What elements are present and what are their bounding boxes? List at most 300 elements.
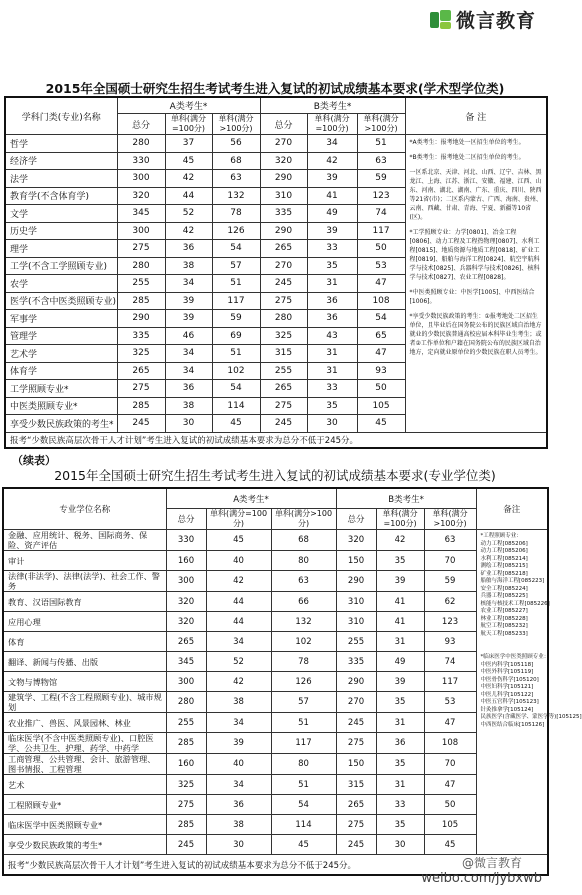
score-cell: 108 [424,733,476,754]
score-cell: 275 [336,733,376,754]
header-single-gt100: 单科(满分>100分) [357,114,405,135]
continued-label: （续表） [12,454,56,467]
score-cell: 102 [212,362,260,380]
note-block [480,533,550,638]
score-cell: 42 [376,530,424,551]
note-item: 中医内科学[105118] [480,661,534,668]
score-cell: 49 [376,652,424,672]
score-cell: 33 [376,795,424,815]
score-cell: 325 [117,345,165,363]
score-cell: 114 [212,397,260,415]
table-row [3,713,548,733]
score-cell: 325 [166,775,206,795]
score-cell: 50 [357,240,405,258]
weibo-watermark-url: weibo.com/jybxwb [421,871,542,886]
note-item: 水利工程[085214] [480,555,528,562]
score-cell: 300 [117,222,165,240]
score-cell: 150 [336,754,376,775]
header-note: 备注 [476,488,548,530]
score-cell: 39 [206,733,271,754]
score-cell: 74 [424,652,476,672]
score-cell: 35 [307,397,357,415]
score-cell: 245 [336,835,376,855]
score-cell: 300 [166,571,206,592]
score-cell: 70 [424,754,476,775]
score-cell: 255 [117,275,165,293]
table-row [3,551,548,571]
header-total: 总分 [166,509,206,530]
note-item: 中医五官科学[105123] [480,699,539,705]
score-cell: 345 [166,652,206,672]
score-cell: 78 [212,205,260,223]
score-cell: 30 [307,415,357,433]
score-cell: 45 [206,530,271,551]
row-subject: 教育学(不含体育学) [5,187,117,205]
score-cell: 93 [424,632,476,652]
score-cell: 39 [376,672,424,692]
score-cell: 275 [336,815,376,835]
score-cell: 44 [206,612,271,632]
header-note: 备 注 [405,97,547,135]
score-cell: 54 [212,380,260,398]
score-cell: 270 [260,257,307,275]
score-cell: 290 [260,170,307,188]
score-cell: 265 [336,795,376,815]
note-item: 核能与核技术工程[085226] [480,600,550,607]
score-cell: 51 [212,275,260,293]
score-cell: 290 [336,672,376,692]
table1-title: 2015年全国硕士研究生招生考试考生进入复试的初试成绩基本要求(学术型学位类) [45,81,505,96]
score-cell: 39 [165,292,212,310]
score-cell: 265 [166,632,206,652]
score-cell: 36 [165,380,212,398]
score-cell: 35 [376,692,424,713]
note-title: *临床医学中医类照顾专业： [480,654,550,660]
note-block [480,654,582,729]
score-cell: 315 [336,775,376,795]
score-cell: 320 [166,612,206,632]
note-item: 矿业工程[085218] [480,570,528,577]
score-cell: 117 [357,222,405,240]
score-cell: 330 [117,152,165,170]
table2-footer: 报考“少数民族高层次骨干人才计划”考生进入复试的初试成绩基本要求为总分不低于245分。 [3,855,548,876]
score-cell: 39 [376,571,424,592]
note-paragraph: *A类考生：报考地处一区招生单位的考生。 [409,139,525,146]
header-total: 总分 [260,114,307,135]
score-cell: 245 [336,713,376,733]
table-row [3,775,548,795]
table-academic [4,96,548,449]
score-cell: 245 [260,275,307,293]
score-cell: 51 [212,345,260,363]
score-cell: 245 [117,415,165,433]
row-subject: 工学(不含工学照顾专业) [5,257,117,275]
score-cell: 52 [206,652,271,672]
note-item: 针灸推拿学[105124] [480,706,534,713]
score-cell: 52 [165,205,212,223]
score-cell: 320 [336,530,376,551]
score-cell: 34 [206,632,271,652]
header-single-100: 单科(满分=100分) [165,114,212,135]
score-cell: 68 [212,152,260,170]
row-subject: 艺术学 [5,345,117,363]
note-item: 航天工程[085233] [480,630,528,637]
note-item: 中医骨伤科学[105120] [480,676,539,683]
row-subject: 军事学 [5,310,117,328]
score-cell: 275 [117,380,165,398]
score-cell: 37 [165,135,212,153]
note-item: 兵器工程[085225] [480,593,528,599]
score-cell: 36 [307,310,357,328]
score-cell: 33 [307,240,357,258]
row-subject: 翻译、新闻与传播、出版 [3,652,166,672]
score-cell: 126 [212,222,260,240]
row-subject: 临床医学(不含中医类照顾专业)、口腔医学、公共卫生、护理、药学、中药学 [3,733,166,754]
score-cell: 63 [271,571,336,592]
score-cell: 38 [206,815,271,835]
score-cell: 160 [166,754,206,775]
score-cell: 270 [336,692,376,713]
score-cell: 54 [357,310,405,328]
score-cell: 51 [271,775,336,795]
row-subject: 教育、汉语国际教育 [3,592,166,612]
score-cell: 320 [166,592,206,612]
score-cell: 265 [260,380,307,398]
score-cell: 57 [212,257,260,275]
score-cell: 43 [307,327,357,345]
score-cell: 255 [166,713,206,733]
score-cell: 42 [165,170,212,188]
score-cell: 105 [357,397,405,415]
score-cell: 325 [260,327,307,345]
score-cell: 114 [271,815,336,835]
header-group-a: A类考生* [117,97,260,114]
row-subject: 哲学 [5,135,117,153]
score-cell: 123 [357,187,405,205]
table-professional [2,487,582,876]
score-cell: 41 [376,612,424,632]
logo-icon [430,10,452,30]
notes-cell [405,135,547,433]
score-cell: 36 [307,292,357,310]
note-item: 船舶与海洋工程[085223] [480,578,545,584]
table-row [3,815,548,835]
logo-text: 微言教育 [455,10,536,32]
note-item: 中西医结合临床[105126] [480,721,545,728]
header-group-b: B类考生* [260,97,405,114]
row-subject: 临床医学中医类照顾专业* [3,815,166,835]
score-cell: 49 [307,205,357,223]
row-subject: 金融、应用统计、税务、国际商务、保险、资产评估 [3,530,166,551]
score-cell: 93 [357,362,405,380]
score-cell: 108 [357,292,405,310]
score-cell: 40 [206,551,271,571]
header-single-gt100: 单科(满分>100分) [271,509,336,530]
note-item: 中医儿科学[105122] [480,691,534,698]
note-paragraph: *工学照顾专业：力学[0801]、冶金工程[0806]、动力工程及工程热物理[0807]、水利工程[0815]、地质资源与地质工程[0818]、矿业工程[0819]、船舶与海洋工程[0824]、航空宇航科学与技术[0825]、兵器科学与技术[0826]、核科学与技术[0827]、农业工程[0828]。 [409,229,540,281]
score-cell: 45 [165,152,212,170]
score-cell: 69 [212,327,260,345]
note-title: *工程照顾专业： [480,533,522,539]
table-row [3,632,548,652]
score-cell: 31 [307,345,357,363]
score-cell: 285 [166,733,206,754]
note-paragraph: *中医类照顾专业：中医学[1005]、中西医结合[1006]。 [409,289,535,305]
row-subject: 体育学 [5,362,117,380]
score-cell: 51 [271,713,336,733]
score-cell: 46 [165,327,212,345]
score-cell: 102 [271,632,336,652]
score-cell: 80 [271,754,336,775]
score-cell: 315 [260,345,307,363]
score-cell: 126 [271,672,336,692]
score-cell: 45 [212,415,260,433]
score-cell: 39 [165,310,212,328]
score-cell: 345 [117,205,165,223]
score-cell: 275 [260,292,307,310]
row-subject: 法学 [5,170,117,188]
table1-footer: 报考“少数民族高层次骨干人才计划”考生进入复试的初试成绩基本要求为总分不低于245分。 [5,432,547,448]
score-cell: 59 [424,571,476,592]
score-cell: 310 [336,592,376,612]
header-single-100: 单科(满分=100分) [307,114,357,135]
score-cell: 74 [357,205,405,223]
note-paragraph: 一区系北京、天津、河北、山西、辽宁、吉林、黑龙江、上海、江苏、浙江、安徽、福建、江西、山东、河南、湖北、湖南、广东、重庆、四川、陕西等21省(市)；二区系内蒙古、广西、海南、贵州、云南、西藏、甘肃、青海、宁夏、新疆等10省(区)。 [409,169,542,221]
score-cell: 300 [166,672,206,692]
score-cell: 31 [376,632,424,652]
row-subject: 享受少数民族政策的考生* [5,415,117,433]
score-cell: 150 [336,551,376,571]
score-cell: 44 [165,187,212,205]
table-row [3,733,548,754]
score-cell: 36 [376,733,424,754]
row-subject: 经济学 [5,152,117,170]
score-cell: 47 [357,345,405,363]
score-cell: 335 [260,205,307,223]
table2-title: 2015年全国硕士研究生招生考试考生进入复试的初试成绩基本要求(专业学位类) [54,468,496,483]
score-cell: 35 [307,257,357,275]
score-cell: 41 [307,187,357,205]
score-cell: 38 [165,257,212,275]
score-cell: 117 [212,292,260,310]
score-cell: 45 [357,415,405,433]
score-cell: 42 [206,672,271,692]
score-cell: 285 [117,397,165,415]
score-cell: 117 [424,672,476,692]
row-subject: 历史学 [5,222,117,240]
table-row [3,571,548,592]
score-cell: 35 [376,754,424,775]
score-cell: 160 [166,551,206,571]
score-cell: 320 [260,152,307,170]
score-cell: 47 [424,775,476,795]
score-cell: 53 [424,692,476,713]
table-row [3,835,548,855]
header-group-a: A类考生* [166,488,336,509]
score-cell: 275 [260,397,307,415]
score-cell: 280 [117,257,165,275]
score-cell: 35 [376,551,424,571]
note-item: 农业工程[085227] [480,608,528,614]
row-subject: 文物与博物馆 [3,672,166,692]
row-subject: 法律(非法学)、法律(法学)、社会工作、警务 [3,571,166,592]
table-row [5,135,547,153]
score-cell: 330 [166,530,206,551]
row-subject: 工商管理、公共管理、会计、旅游管理、图书情报、工程管理 [3,754,166,775]
header-single-gt100: 单科(满分>100分) [212,114,260,135]
score-cell: 54 [271,795,336,815]
row-subject: 享受少数民族政策的考生* [3,835,166,855]
table-row [3,592,548,612]
score-cell: 280 [117,135,165,153]
score-cell: 47 [357,275,405,293]
score-cell: 78 [271,652,336,672]
note-paragraph: *享受少数民族政策的考生：①报考地处二区招生单位，且毕业后在国务院公布的民族区域自治地方就业的少数民族普通高校应届本科毕业生考生；或者②工作单位和户籍在国务院公布的民族区域自治地方，定向就业原单位的少数民族在职人员考生。 [409,313,542,356]
score-cell: 63 [424,530,476,551]
score-cell: 41 [376,592,424,612]
row-subject: 建筑学、工程(不含工程照顾专业)、城市规划 [3,692,166,713]
score-cell: 245 [166,835,206,855]
score-cell: 265 [117,362,165,380]
score-cell: 68 [271,530,336,551]
score-cell: 36 [165,240,212,258]
score-cell: 39 [307,222,357,240]
score-cell: 70 [424,551,476,571]
score-cell: 66 [271,592,336,612]
header-single-gt100: 单科(满分>100分) [424,509,476,530]
score-cell: 335 [117,327,165,345]
row-subject: 艺术 [3,775,166,795]
notes-cell [476,530,582,855]
score-cell: 275 [166,795,206,815]
header-total: 总分 [336,509,376,530]
note-item: 中医妇科学[105121] [480,684,534,690]
score-cell: 36 [206,795,271,815]
score-cell: 45 [271,835,336,855]
note-item: 动力工程[085206] [480,540,528,547]
row-subject: 应用心理 [3,612,166,632]
score-cell: 62 [424,592,476,612]
score-cell: 117 [271,733,336,754]
note-item: 测绘工程[085215] [480,563,528,569]
row-subject: 文学 [5,205,117,223]
weibo-watermark-handle: @微言教育 [461,856,522,870]
score-cell: 285 [166,815,206,835]
score-cell: 270 [260,135,307,153]
score-cell: 42 [165,222,212,240]
header-group-b: B类考生* [336,488,476,509]
score-cell: 47 [424,713,476,733]
header-single-100: 单科(满分=100分) [206,509,271,530]
row-subject: 农学 [5,275,117,293]
table-row [3,652,548,672]
score-cell: 56 [212,135,260,153]
score-cell: 44 [206,592,271,612]
score-cell: 310 [260,187,307,205]
row-subject: 理学 [5,240,117,258]
header-subject: 专业学位名称 [3,488,166,530]
score-cell: 59 [212,310,260,328]
score-cell: 35 [376,815,424,835]
score-cell: 290 [336,571,376,592]
score-cell: 57 [271,692,336,713]
score-cell: 105 [424,815,476,835]
score-cell: 290 [117,310,165,328]
score-cell: 34 [165,345,212,363]
score-cell: 53 [357,257,405,275]
score-cell: 285 [117,292,165,310]
score-cell: 54 [212,240,260,258]
score-cell: 310 [336,612,376,632]
score-cell: 31 [376,713,424,733]
score-cell: 320 [117,187,165,205]
score-cell: 31 [307,275,357,293]
score-cell: 255 [336,632,376,652]
score-cell: 63 [212,170,260,188]
score-cell: 39 [307,170,357,188]
row-subject: 审计 [3,551,166,571]
row-subject: 农业推广、兽医、风景园林、林业 [3,713,166,733]
table-row [3,754,548,775]
table-row [3,530,548,551]
note-item: 中医外科学[105119] [480,669,534,675]
score-cell: 30 [376,835,424,855]
score-cell: 42 [307,152,357,170]
row-subject: 体育 [3,632,166,652]
score-cell: 280 [166,692,206,713]
score-cell: 34 [165,362,212,380]
score-cell: 31 [307,362,357,380]
table-row [3,672,548,692]
row-subject: 中医类照顾专业* [5,397,117,415]
score-cell: 30 [165,415,212,433]
score-cell: 34 [165,275,212,293]
score-cell: 132 [271,612,336,632]
score-cell: 290 [260,222,307,240]
score-cell: 31 [376,775,424,795]
score-cell: 34 [206,775,271,795]
score-cell: 245 [260,415,307,433]
row-subject: 工程照顾专业* [3,795,166,815]
note-item: 民族医学(含藏医学、蒙医学等)[105125] [480,714,582,720]
score-cell: 40 [206,754,271,775]
score-cell: 34 [307,135,357,153]
score-cell: 280 [260,310,307,328]
table-row [3,795,548,815]
score-cell: 34 [206,713,271,733]
score-cell: 50 [357,380,405,398]
score-cell: 50 [424,795,476,815]
score-cell: 132 [212,187,260,205]
score-cell: 33 [307,380,357,398]
score-cell: 38 [165,397,212,415]
score-cell: 30 [206,835,271,855]
row-subject: 医学(不含中医类照顾专业) [5,292,117,310]
score-cell: 45 [424,835,476,855]
header-subject: 学科门类(专业)名称 [5,97,117,135]
score-cell: 59 [357,170,405,188]
score-cell: 63 [357,152,405,170]
score-cell: 255 [260,362,307,380]
note-item: 航空工程[085232] [480,623,528,629]
table-row [3,612,548,632]
score-cell: 42 [206,571,271,592]
score-cell: 65 [357,327,405,345]
score-cell: 80 [271,551,336,571]
score-cell: 335 [336,652,376,672]
note-item: 安全工程[085224] [480,585,528,592]
score-cell: 38 [206,692,271,713]
